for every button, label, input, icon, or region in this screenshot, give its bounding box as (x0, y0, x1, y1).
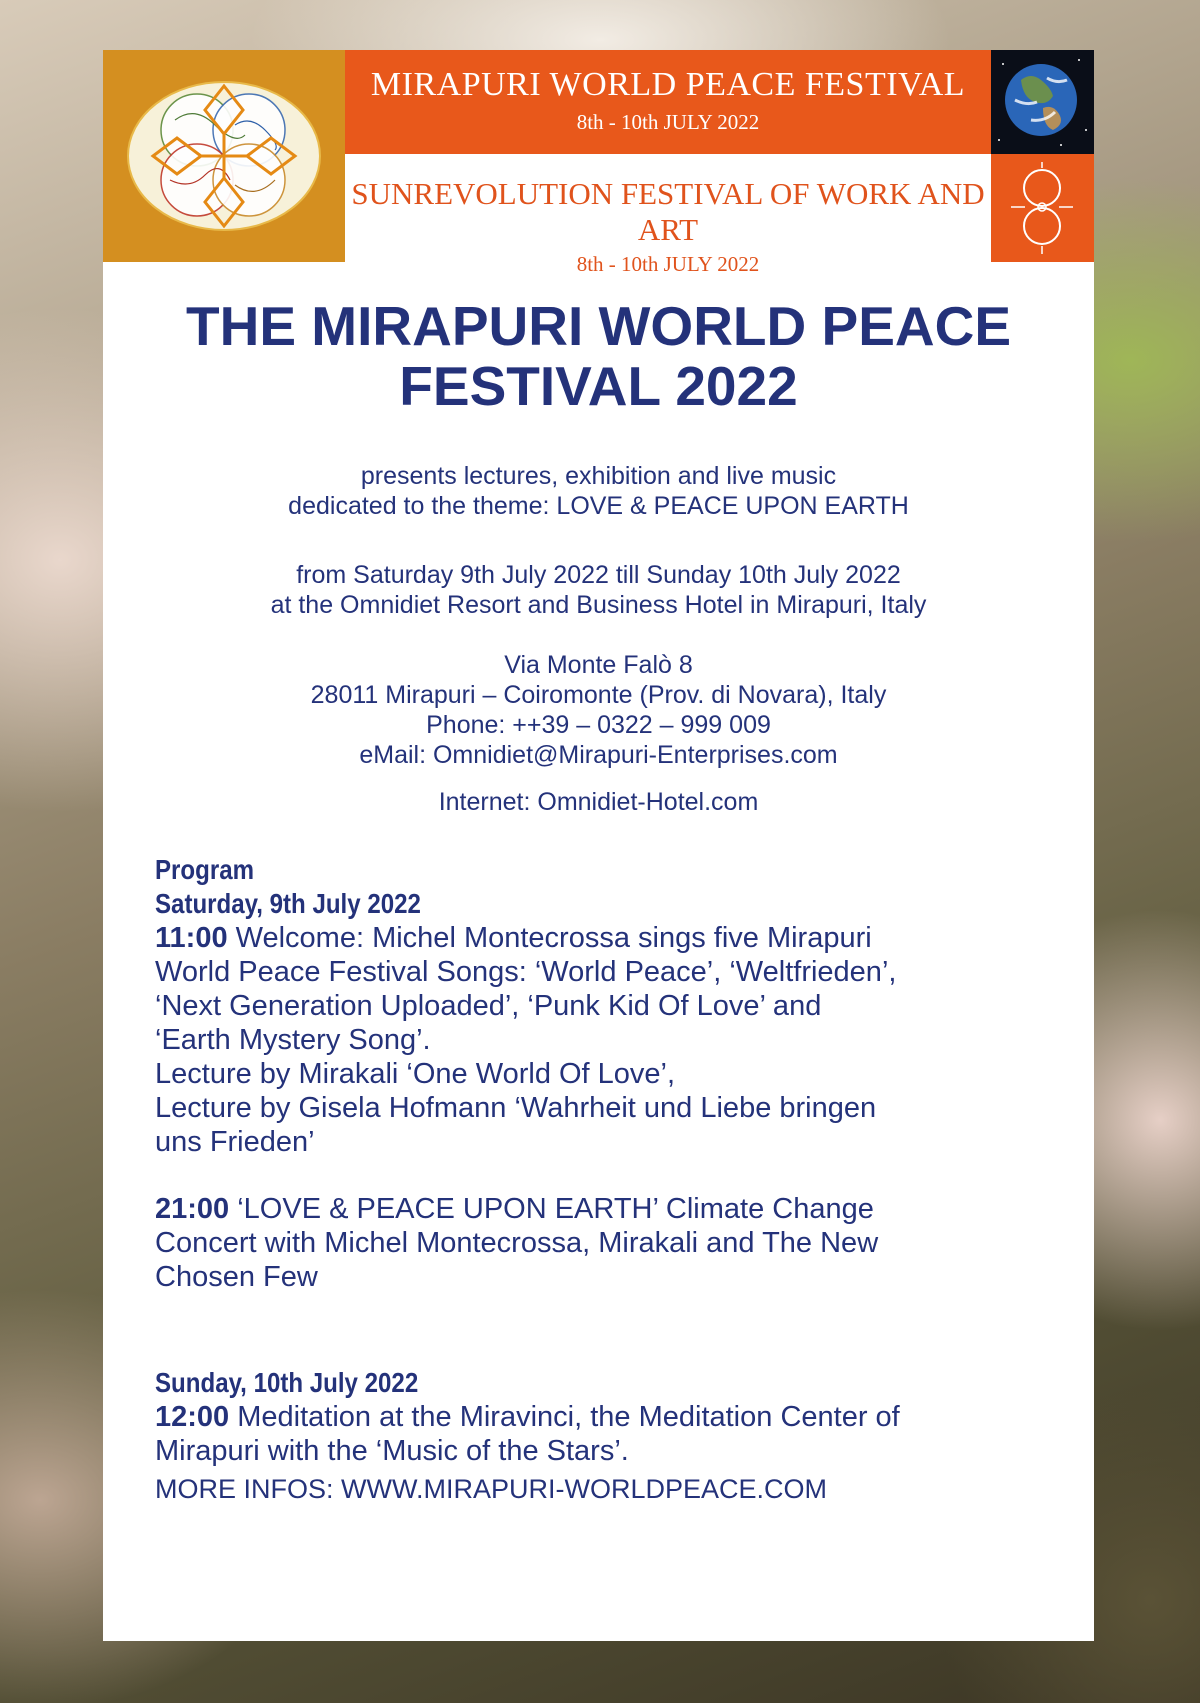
event-text: Mirapuri with the ‘Music of the Stars’. (155, 1435, 629, 1467)
dates-line-1: from Saturday 9th July 2022 till Sunday 10th July 2022 (296, 561, 901, 589)
hotel-internet (103, 787, 1094, 817)
event-time: 21:00 (155, 1193, 230, 1225)
sunday-heading: Sunday, 10th July 2022 (155, 1367, 419, 1398)
festival-header (103, 50, 1094, 276)
saturday-heading: Saturday, 9th July 2022 (155, 888, 421, 919)
event-text: Lecture by Mirakali ‘One World Of Love’, (155, 1058, 676, 1090)
event-text: Concert with Michel Montecrossa, Mirakali and The New (155, 1227, 879, 1259)
address-city: 28011 Mirapuri – Coiromonte (Prov. di Novara), Italy (310, 681, 887, 709)
page-title (103, 296, 1094, 416)
sunrevolution-title: SUNREVOLUTION FESTIVAL OF WORK AND ART (351, 176, 985, 247)
event-text: Welcome: Michel Montecrossa sings five Mirapuri (227, 922, 872, 954)
saturday-event-1100 (155, 921, 1055, 1159)
address-email: eMail: Omnidiet@Mirapuri-Enterprises.com (359, 741, 838, 769)
event-text: ‘Earth Mystery Song’. (155, 1024, 431, 1056)
sunrevolution-banner (345, 154, 991, 276)
sunrevolution-dates: 8th - 10th JULY 2022 (576, 252, 760, 276)
event-text: Lecture by Gisela Hofmann ‘Wahrheit und Liebe bringen (155, 1092, 877, 1124)
intro-line-1: presents lectures, exhibition and live music (360, 462, 837, 490)
program-heading: Program (155, 854, 255, 885)
address-street: Via Monte Falò 8 (504, 651, 693, 679)
spacer (155, 1159, 1055, 1192)
dates-line-2: at the Omnidiet Resort and Business Hotel in Mirapuri, Italy (270, 591, 927, 619)
title-line-1: THE MIRAPURI WORLD PEACE (186, 295, 1011, 357)
event-text: ‘LOVE & PEACE UPON EARTH’ Climate Change (229, 1193, 874, 1225)
festival-banner-title: MIRAPURI WORLD PEACE FESTIVAL (370, 66, 966, 103)
event-text: ‘Next Generation Uploaded’, ‘Punk Kid Of Love’ and (155, 990, 822, 1022)
program-section (155, 853, 1055, 1468)
event-time: 12:00 (155, 1401, 230, 1433)
sun-symbol-box (991, 154, 1094, 262)
address-internet: Internet: Omnidiet-Hotel.com (438, 788, 759, 816)
earth-image (991, 50, 1094, 154)
world-map-logo-icon (125, 80, 323, 232)
event-text: World Peace Festival Songs: ‘World Peace’, ‘Weltfrieden’, (155, 956, 897, 988)
sunrevolution-symbol-icon (991, 154, 1094, 262)
title-line-2: FESTIVAL 2022 (399, 355, 798, 417)
earth-globe-icon (991, 50, 1094, 154)
intro-line-2: dedicated to the theme: LOVE & PEACE UPON EARTH (288, 492, 909, 520)
flyer-panel (103, 50, 1094, 1641)
spacer (155, 1294, 1055, 1366)
event-text: uns Frieden’ (155, 1126, 315, 1158)
intro-text (103, 461, 1094, 521)
hotel-address (103, 650, 1094, 770)
festival-logo (103, 50, 345, 262)
sunday-event-1200 (155, 1400, 1055, 1468)
event-text: Chosen Few (155, 1261, 318, 1293)
event-time: 11:00 (155, 922, 228, 954)
event-text: Meditation at the Miravinci, the Meditation Center of (229, 1401, 900, 1433)
saturday-event-2100 (155, 1192, 1055, 1294)
festival-banner-dates: 8th - 10th JULY 2022 (576, 110, 760, 134)
more-infos-link: MORE INFOS: WWW.MIRAPURI-WORLDPEACE.COM (155, 1474, 827, 1504)
festival-banner (345, 50, 991, 154)
address-phone: Phone: ++39 – 0322 – 999 009 (426, 711, 771, 739)
festival-dates-text (103, 560, 1094, 620)
